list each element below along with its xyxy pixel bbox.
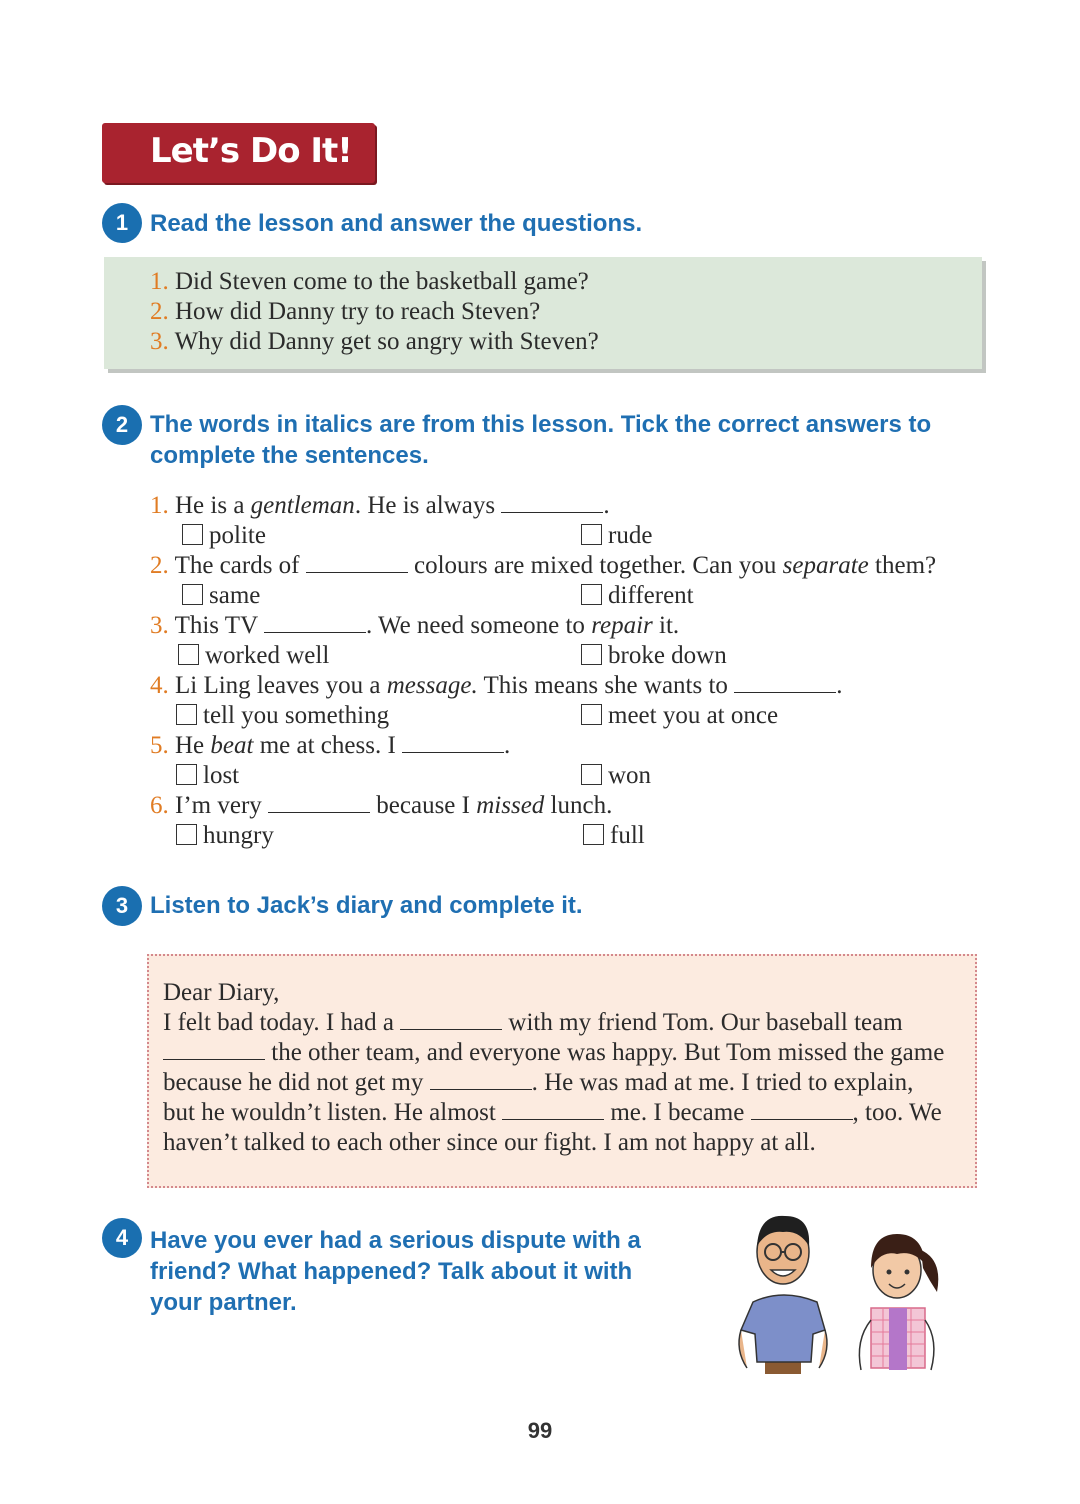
checkbox[interactable] — [182, 524, 203, 545]
option-1a[interactable]: polite — [182, 521, 266, 551]
checkbox[interactable] — [581, 524, 602, 545]
option-3a[interactable]: worked well — [178, 641, 329, 671]
answer-blank[interactable] — [430, 1069, 532, 1090]
kids-illustration — [725, 1210, 955, 1385]
checkbox[interactable] — [176, 824, 197, 845]
option-5a[interactable]: lost — [176, 761, 239, 791]
answer-blank[interactable] — [501, 492, 603, 513]
option-6a[interactable]: hungry — [176, 821, 274, 851]
section-4-number: 4 — [102, 1218, 142, 1258]
answer-blank[interactable] — [751, 1099, 853, 1120]
sentence-1: 1. He is a gentleman. He is always . — [150, 492, 610, 519]
sentence-4: 4. Li Ling leaves you a message. This means she wants to . — [150, 672, 843, 699]
option-5b[interactable]: won — [581, 761, 651, 791]
answer-blank[interactable] — [268, 792, 370, 813]
sentence-6: 6. I’m very because I missed lunch. — [150, 792, 613, 819]
section-4-heading: Have you ever had a serious dispute with a friend? What happened? Talk about it with your partner. — [150, 1227, 641, 1316]
checkbox[interactable] — [176, 704, 197, 725]
option-4a[interactable]: tell you something — [176, 701, 389, 731]
question-3: 3. Why did Danny get so angry with Steven? — [150, 328, 599, 355]
section-2-number: 2 — [102, 405, 142, 445]
answer-blank[interactable] — [502, 1099, 604, 1120]
answer-blank[interactable] — [734, 672, 836, 693]
checkbox[interactable] — [182, 584, 203, 605]
section-3-number: 3 — [102, 886, 142, 926]
answer-blank[interactable] — [402, 732, 504, 753]
diary-box — [147, 954, 977, 1188]
question-1: 1. Did Steven come to the basketball game? — [150, 268, 589, 295]
option-2a[interactable]: same — [182, 581, 260, 611]
answer-blank[interactable] — [264, 612, 366, 633]
diary-line-2: I felt bad today. I had a with my friend Tom. Our baseball team — [163, 1009, 903, 1036]
lets-do-it-banner — [102, 123, 375, 183]
checkbox[interactable] — [581, 764, 602, 785]
section-1-heading: Read the lesson and answer the questions. — [150, 210, 643, 237]
diary-line-3: the other team, and everyone was happy. But Tom missed the game — [163, 1038, 944, 1068]
section-2-heading: The words in italics are from this lesson. Tick the correct answers to complete the sentences. — [150, 411, 932, 469]
question-2: 2. How did Danny try to reach Steven? — [150, 298, 541, 325]
section-1-number: 1 — [102, 203, 142, 243]
page-number: 99 — [527, 1418, 553, 1443]
checkbox[interactable] — [176, 764, 197, 785]
boy-figure — [739, 1216, 827, 1374]
banner-title: Let’s Do It! — [150, 131, 352, 171]
checkbox[interactable] — [581, 644, 602, 665]
diary-line-4: because he did not get my . He was mad at me. I tried to explain, — [163, 1069, 914, 1096]
diary-line-5: but he wouldn’t listen. He almost me. I became , too. We — [163, 1099, 942, 1126]
girl-figure — [859, 1234, 938, 1370]
option-1b[interactable]: rude — [581, 521, 652, 551]
checkbox[interactable] — [581, 704, 602, 725]
checkbox[interactable] — [178, 644, 199, 665]
option-6b[interactable]: full — [583, 821, 645, 851]
sentence-3: 3. This TV . We need someone to repair it. — [150, 612, 680, 639]
option-2b[interactable]: different — [581, 581, 694, 611]
option-3b[interactable]: broke down — [581, 641, 727, 671]
answer-blank[interactable] — [400, 1009, 502, 1030]
diary-line-1: Dear Diary, — [163, 979, 280, 1006]
section-3-heading: Listen to Jack’s diary and complete it. — [150, 892, 583, 919]
sentence-5: 5. He beat me at chess. I . — [150, 732, 511, 759]
option-4b[interactable]: meet you at once — [581, 701, 778, 731]
checkbox[interactable] — [581, 584, 602, 605]
checkbox[interactable] — [583, 824, 604, 845]
diary-line-6: haven’t talked to each other since our fight. I am not happy at all. — [163, 1129, 816, 1156]
question-box — [104, 257, 982, 369]
sentence-2: 2. The cards of colours are mixed together. Can you separate them? — [150, 552, 937, 579]
answer-blank[interactable] — [306, 552, 408, 573]
answer-blank[interactable] — [163, 1039, 265, 1060]
